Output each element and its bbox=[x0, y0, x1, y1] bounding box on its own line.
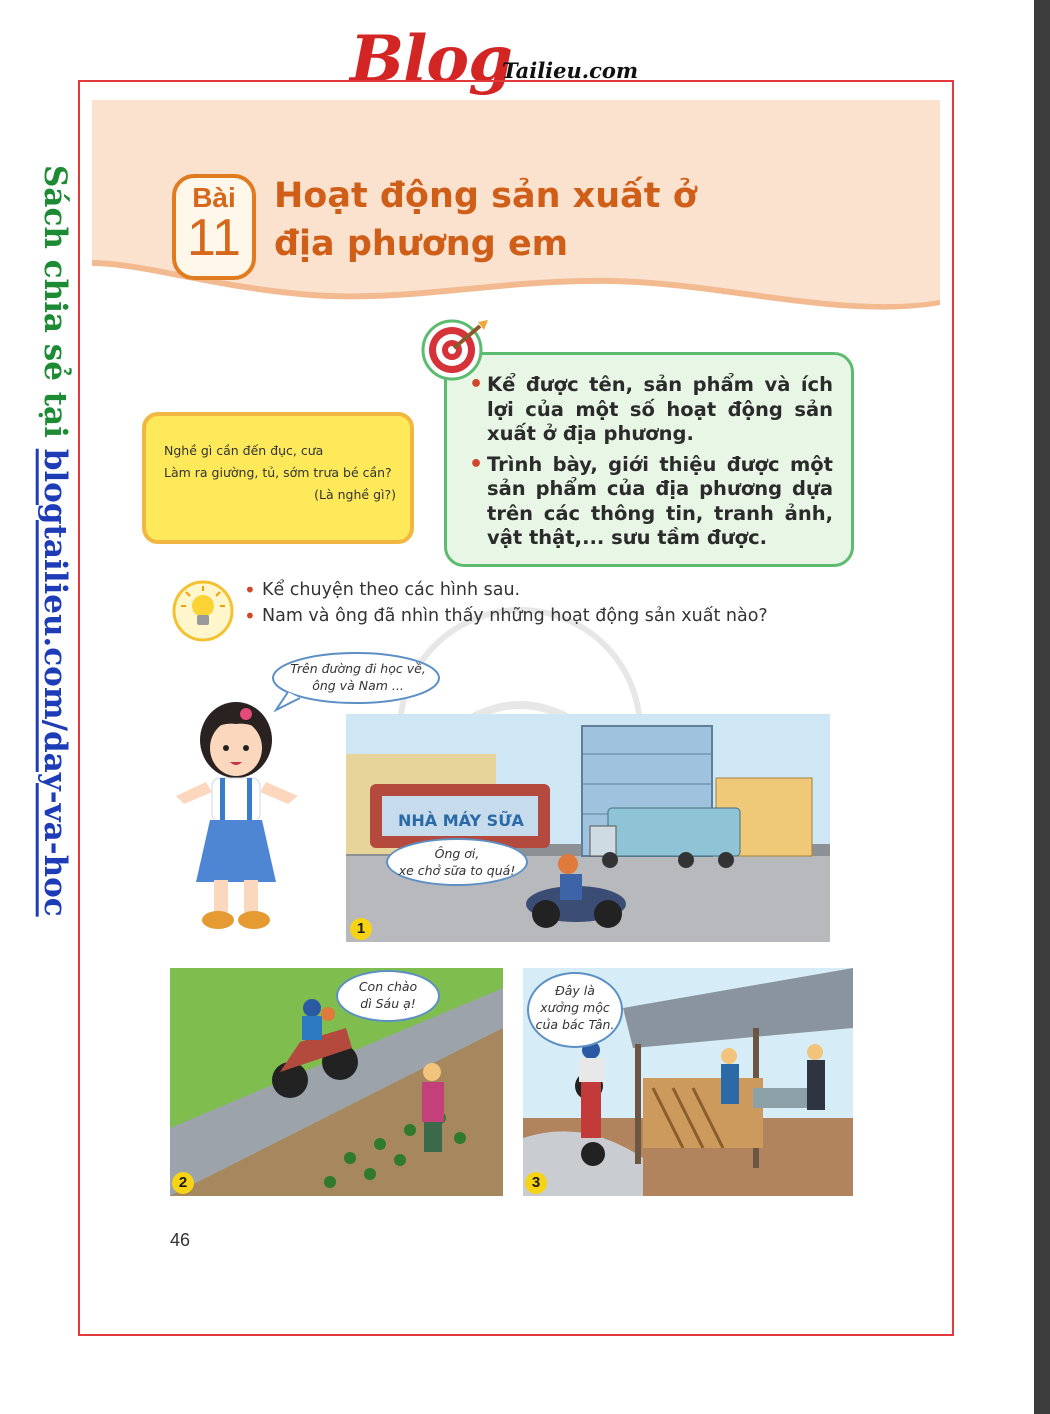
side-watermark-link[interactable]: blogtailieu.com/day-va-hoc bbox=[37, 448, 73, 917]
target-icon bbox=[420, 318, 492, 382]
lesson-number: 11 bbox=[187, 209, 241, 267]
speech-line: dì Sáu ạ! bbox=[360, 996, 416, 1011]
speech-line: Ông ơi, bbox=[434, 846, 480, 861]
window-scrollbar[interactable] bbox=[1034, 0, 1050, 1414]
scene-1-illustration bbox=[346, 714, 830, 942]
scene-1-speech-bubble bbox=[386, 838, 528, 886]
logo-main-text: Blog bbox=[350, 22, 512, 97]
scene-3-speech-bubble bbox=[527, 972, 623, 1048]
speech-line: xe chở sữa to quá! bbox=[398, 863, 516, 878]
speech-line: xưởng mộc bbox=[540, 1000, 610, 1015]
riddle-line: Làm ra giường, tủ, sớm trưa bé cần? bbox=[164, 465, 392, 480]
speech-line: Con chào bbox=[358, 979, 418, 994]
logo-sub-text: Tailieu.com bbox=[502, 58, 639, 83]
page-number: 46 bbox=[170, 1230, 191, 1250]
intro-bubble-line: Trên đường đi học về, bbox=[290, 661, 426, 676]
scene-2-speech-bubble bbox=[336, 970, 440, 1022]
lesson-label: Bài bbox=[192, 182, 236, 213]
intro-bubble-text bbox=[280, 660, 436, 694]
objectives-box bbox=[444, 352, 854, 567]
side-watermark bbox=[30, 165, 80, 1035]
lesson-title-line2: địa phương em bbox=[274, 224, 569, 264]
side-watermark-text: Sách chia sẻ tại bbox=[37, 165, 73, 449]
lesson-title-line1: Hoạt động sản xuất ở bbox=[274, 176, 697, 216]
scene-2-illustration bbox=[170, 968, 503, 1196]
discussion-item: • Nam và ông đã nhìn thấy những hoạt động sản xuất nào? bbox=[244, 603, 824, 629]
factory-sign-text: NHÀ MÁY SỮA bbox=[398, 811, 524, 830]
riddle-answer: (Là nghề gì?) bbox=[314, 487, 396, 502]
scene-number-badge: 2 bbox=[172, 1172, 194, 1194]
intro-bubble-line: ông và Nam ... bbox=[312, 678, 404, 693]
objective-item: • Kể được tên, sản phẩm và ích lợi của một số hoạt động sản xuất ở địa phương. bbox=[469, 373, 833, 447]
lesson-title bbox=[274, 172, 834, 268]
girl-illustration bbox=[166, 692, 306, 938]
lesson-badge bbox=[172, 174, 256, 280]
riddle-box bbox=[142, 412, 414, 544]
scene-3-illustration bbox=[523, 968, 853, 1196]
speech-line: Đây là bbox=[555, 983, 595, 998]
discussion-item: • Kể chuyện theo các hình sau. bbox=[244, 577, 824, 603]
scene-number-badge: 1 bbox=[350, 918, 372, 940]
scene-number-badge: 3 bbox=[525, 1172, 547, 1194]
riddle-line: Nghề gì cần đến đục, cưa bbox=[164, 443, 324, 458]
lightbulb-icon bbox=[172, 580, 234, 642]
objective-item: • Trình bày, giới thiệu được một sản phẩm của địa phương dựa trên các thông tin, tranh ảnh, vật thật,... sưu tầm được. bbox=[469, 453, 833, 551]
speech-line: của bác Tân. bbox=[535, 1017, 615, 1032]
